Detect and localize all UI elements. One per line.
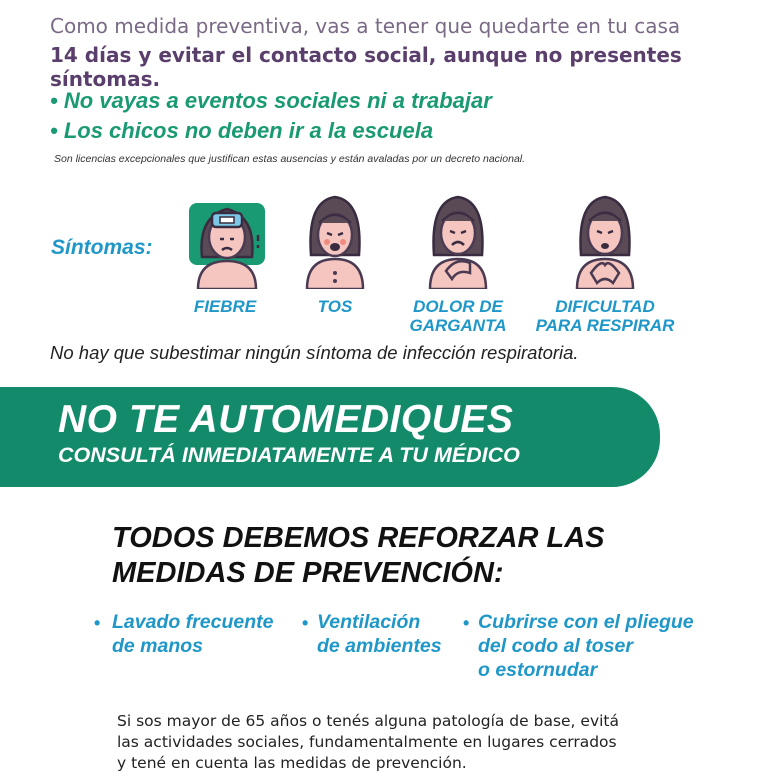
intro-line-2: 14 días y evitar el contacto social, aunque no presentes síntomas. [50,43,682,91]
elderly-advice [117,711,637,774]
bullet-dot: • [94,613,101,633]
symptom-breathing [530,297,680,335]
symptom-label: DIFICULTAD [555,297,655,316]
fever-icon [188,197,266,289]
symptom-label: PARA RESPIRAR [535,316,675,335]
symptom-fever [170,297,280,316]
measure-line: Lavado frecuente [112,611,274,633]
symptom-label: GARGANTA [409,316,507,335]
symptoms-warning: No hay que subestimar ningún síntoma de infección respiratoria. [50,342,579,363]
symptom-label: DOLOR DE [413,297,503,316]
measure-line: Cubrirse con el pliegue [478,611,694,633]
measure-line: Ventilación [317,611,421,633]
measure-line: del codo al toser [478,635,633,657]
bullet-dot: • [302,613,309,633]
cough-icon [303,193,367,289]
intro-line-1: Como medida preventiva, vas a tener que quedarte en tu casa [50,14,681,38]
symptom-label: TOS [317,297,353,316]
symptom-cough [285,297,385,316]
sore-throat-icon [426,193,490,289]
licence-note: Son licencias excepcionales que justifican estas ausencias y están avaladas por un decreto nacional. [54,153,526,165]
prevention-title: MEDIDAS DE PREVENCIÓN: [112,557,504,589]
measure-line: de ambientes [317,635,442,657]
measure-handwashing [112,610,273,658]
symptom-label: FIEBRE [193,297,257,316]
measure-cough-elbow [478,610,694,682]
prevention-title: TODOS DEBEMOS REFORZAR LAS [112,522,605,554]
symptoms-label: Síntomas: [51,236,153,259]
banner-title: NO TE AUTOMEDIQUES [58,398,514,441]
measure-line: de manos [112,635,204,657]
footer-line: y tené en cuenta las medidas de prevención. [117,754,467,772]
footer-line: Si sos mayor de 65 años o tenés alguna patología de base, evitá [117,712,620,730]
measure-line: o estornudar [478,659,598,681]
symptom-sore-throat [400,297,516,335]
banner-subtitle: CONSULTÁ INMEDIATAMENTE A TU MÉDICO [58,443,520,467]
measure-ventilation [317,610,442,658]
breathing-difficulty-icon [573,193,637,289]
rule-item: • Los chicos no deben ir a la escuela [50,118,434,143]
footer-line: las actividades sociales, fundamentalmente en lugares cerrados [117,733,617,751]
rule-item: • No vayas a eventos sociales ni a trabajar [50,88,492,113]
bullet-dot: • [463,613,470,633]
